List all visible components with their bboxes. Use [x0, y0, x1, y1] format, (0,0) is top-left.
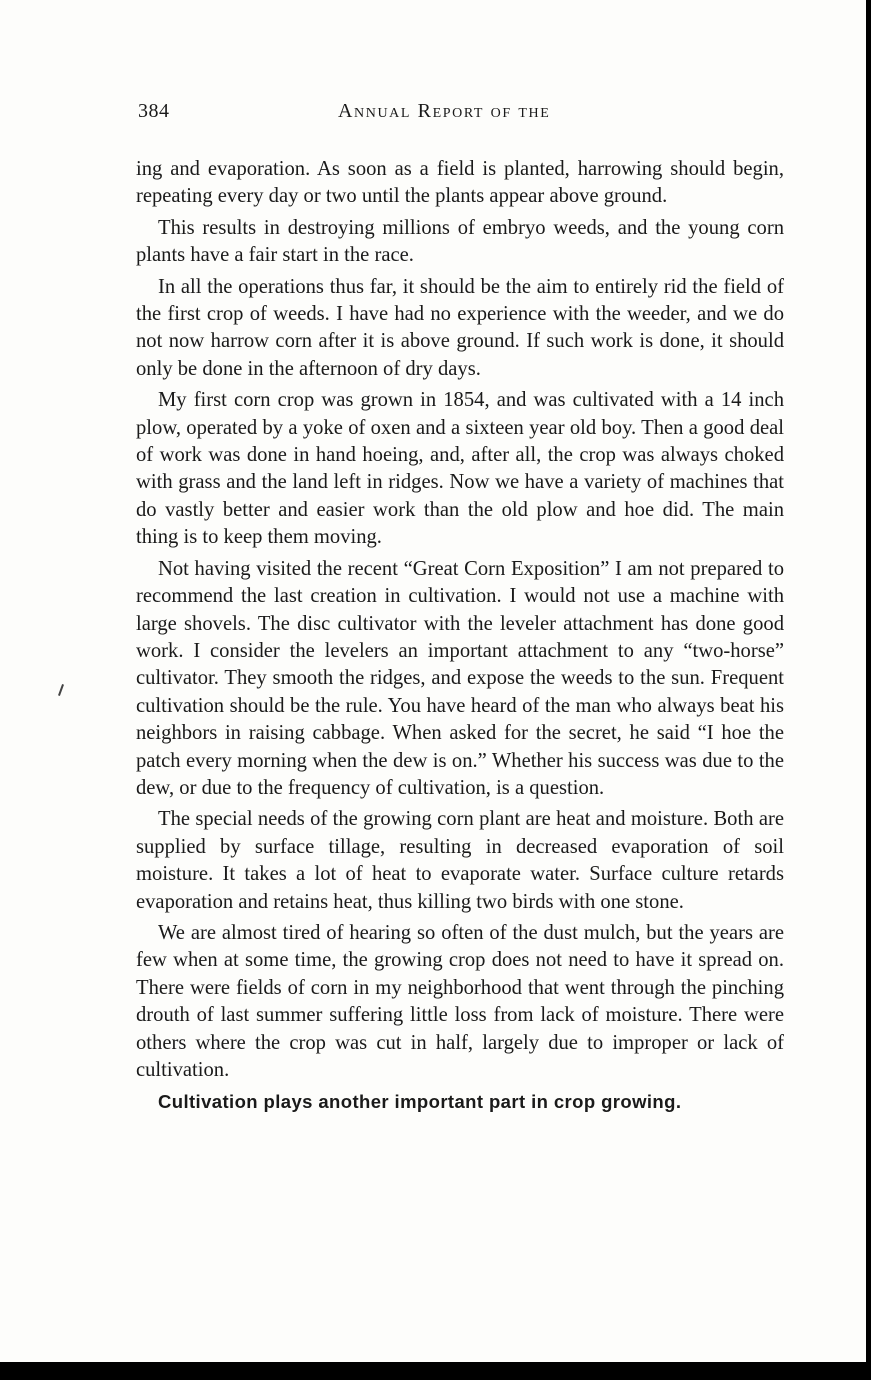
running-head: Annual Report of the	[338, 100, 551, 122]
scan-edge-right	[866, 0, 871, 1362]
paragraph-5: Not having visited the recent “Great Corn Exposition” I am not prepared to recommend the last creation in cultivation. I would not use a machine with large shovels. The disc cultivator with the leveler attachment has done good work. I consider the levelers an important attachment to any “two-horse” cultivator. They smooth the ridges, and expose the weeds to the sun. Frequent cultivation should be the rule. You have heard of the man who always beat his neighbors in raising cabbage. When asked for the secret, he said “I hoe the patch every morning when the dew is on.” Whether his success was due to the dew, or due to the frequency of cultivation, is a question.	[136, 557, 784, 799]
paragraph-1: ing and evaporation. As soon as a field is planted, harrowing should begin, repeating every day or two until the plants appear above ground.	[136, 158, 784, 208]
paragraph-6: The special needs of the growing corn plant are heat and moisture. Both are supplied by surface tillage, resulting in decreased evaporation of soil moisture. It takes a lot of heat to evaporate water. Surface culture retards evaporation and retains heat, thus killing two birds with one stone.	[136, 808, 784, 913]
margin-mark	[58, 684, 64, 696]
paragraph-4: My first corn crop was grown in 1854, and was cultivated with a 14 inch plow, operated by a yoke of oxen and a sixteen year old boy. Then a good deal of work was done in hand hoeing, and, after all, the crop was always choked with grass and the land left in ridges. Now we have a variety of machines that do vastly better and easier work than the old plow and hoe did. The main thing is to keep them moving.	[136, 389, 784, 549]
paragraph-2: This results in destroying millions of embryo weeds, and the young corn plants have a fair start in the race.	[136, 216, 784, 267]
scan-edge-bottom	[0, 1362, 871, 1380]
paragraph-3: In all the operations thus far, it should be the aim to entirely rid the field of the first crop of weeds. I have had no experience with the weeder, and we do not now harrow corn after it is above ground. If such work is done, it should only be done in the afternoon of dry days.	[136, 275, 784, 380]
paragraph-7: We are almost tired of hearing so often of the dust mulch, but the years are few when at some time, the growing crop does not need to have it spread on. There were fields of corn in my neighborhood that went through the pinching drouth of last summer suffering little loss from lack of moisture. There were others where the crop was cut in half, largely due to improper or lack of cultivation.	[136, 921, 784, 1081]
page-header	[138, 100, 788, 130]
page-number: 384	[138, 100, 170, 122]
paragraph-8: Cultivation plays another important part in crop growing.	[158, 1091, 682, 1113]
body-text	[136, 156, 784, 1120]
